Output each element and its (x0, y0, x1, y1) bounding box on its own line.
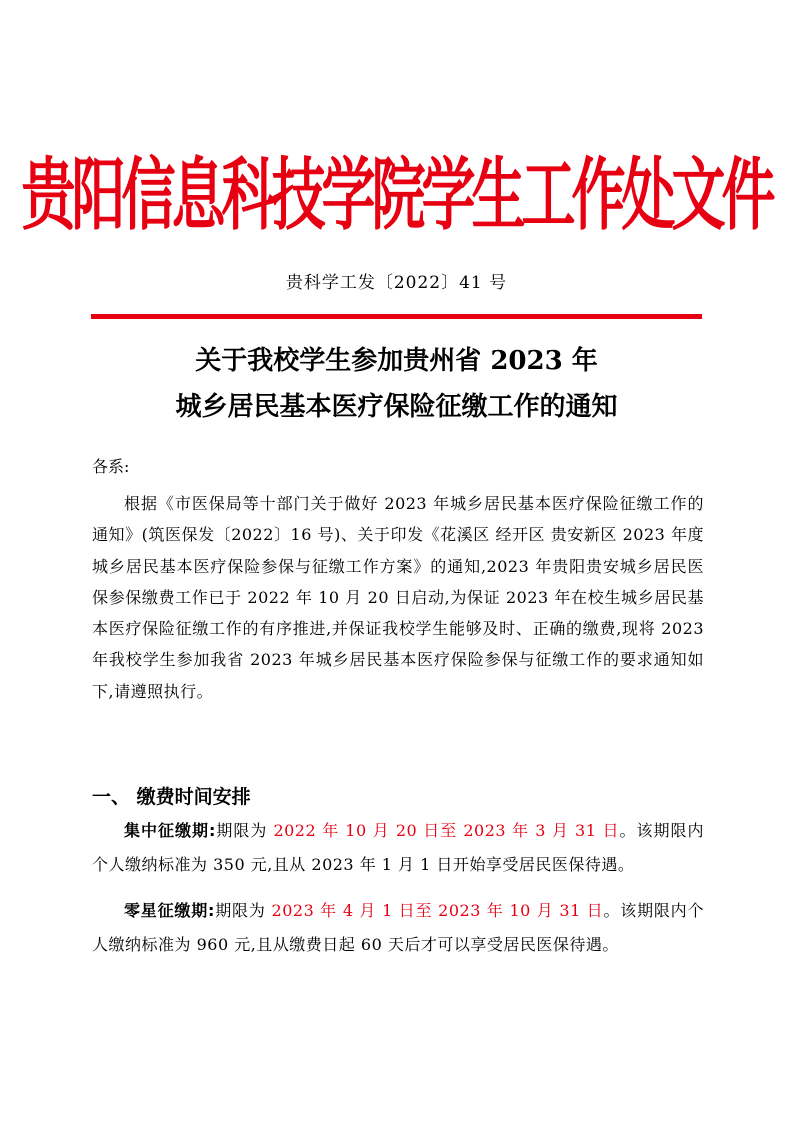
notice-title-line-1: 关于我校学生参加贵州省 2023 年 (195, 346, 598, 376)
centralized-period-label: 集中征缴期: (124, 821, 216, 840)
scattered-period-prefix: 期限为 (214, 901, 272, 920)
org-masthead (0, 150, 793, 242)
scattered-period-label: 零星征缴期: (124, 901, 215, 920)
red-divider (91, 314, 702, 319)
addressee: 各系: (92, 457, 130, 476)
section-heading-payment-schedule: 一、 缴费时间安排 (92, 786, 251, 808)
document-number: 贵科学工发〔2022〕41 号 (285, 273, 508, 293)
scattered-period-dates: 2023 年 4 月 1 日至 2023 年 10 月 31 日 (271, 901, 604, 920)
org-masthead-text: 贵阳信息科技学院学生工作处文件 (21, 149, 772, 241)
centralized-period-paragraph (92, 814, 704, 882)
intro-paragraph: 根据《市医保局等十部门关于做好 2023 年城乡居民基本医疗保险征缴工作的通知》(筑医保发〔2022〕16 号)、关于印发《花溪区 经开区 贵安新区 2023 年度城乡居民基本医疗保险参保与征缴工作方案》的通知,2023 年贵阳贵安城乡居民医保参保缴费工作已于 2022 年 10 月 20 日启动,为保证 2023 年在校生城乡居民基本医疗保险征缴工作的有序推进,并保证我校学生能够及时、正确的缴费,现将 2023 年我校学生参加我省 2023 年城乡居民基本医疗保险参保与征缴工作的要求通知如下,请遵照执行。 (92, 494, 704, 701)
notice-title-line-2: 城乡居民基本医疗保险征缴工作的通知 (175, 392, 618, 422)
scattered-period-details: 。该期限内个人缴纳标准为 960 元,且从缴费日起 60 天后才可以享受居民医保待遇。 (92, 901, 704, 954)
centralized-period-dates: 2022 年 10 月 20 日至 2023 年 3 月 31 日 (273, 821, 620, 840)
centralized-period-details: 。该期限内个人缴纳标准为 350 元,且从 2023 年 1 月 1 日开始享受居民医保待遇。 (92, 821, 704, 874)
scattered-period-paragraph (92, 894, 704, 962)
centralized-period-prefix: 期限为 (215, 821, 274, 840)
